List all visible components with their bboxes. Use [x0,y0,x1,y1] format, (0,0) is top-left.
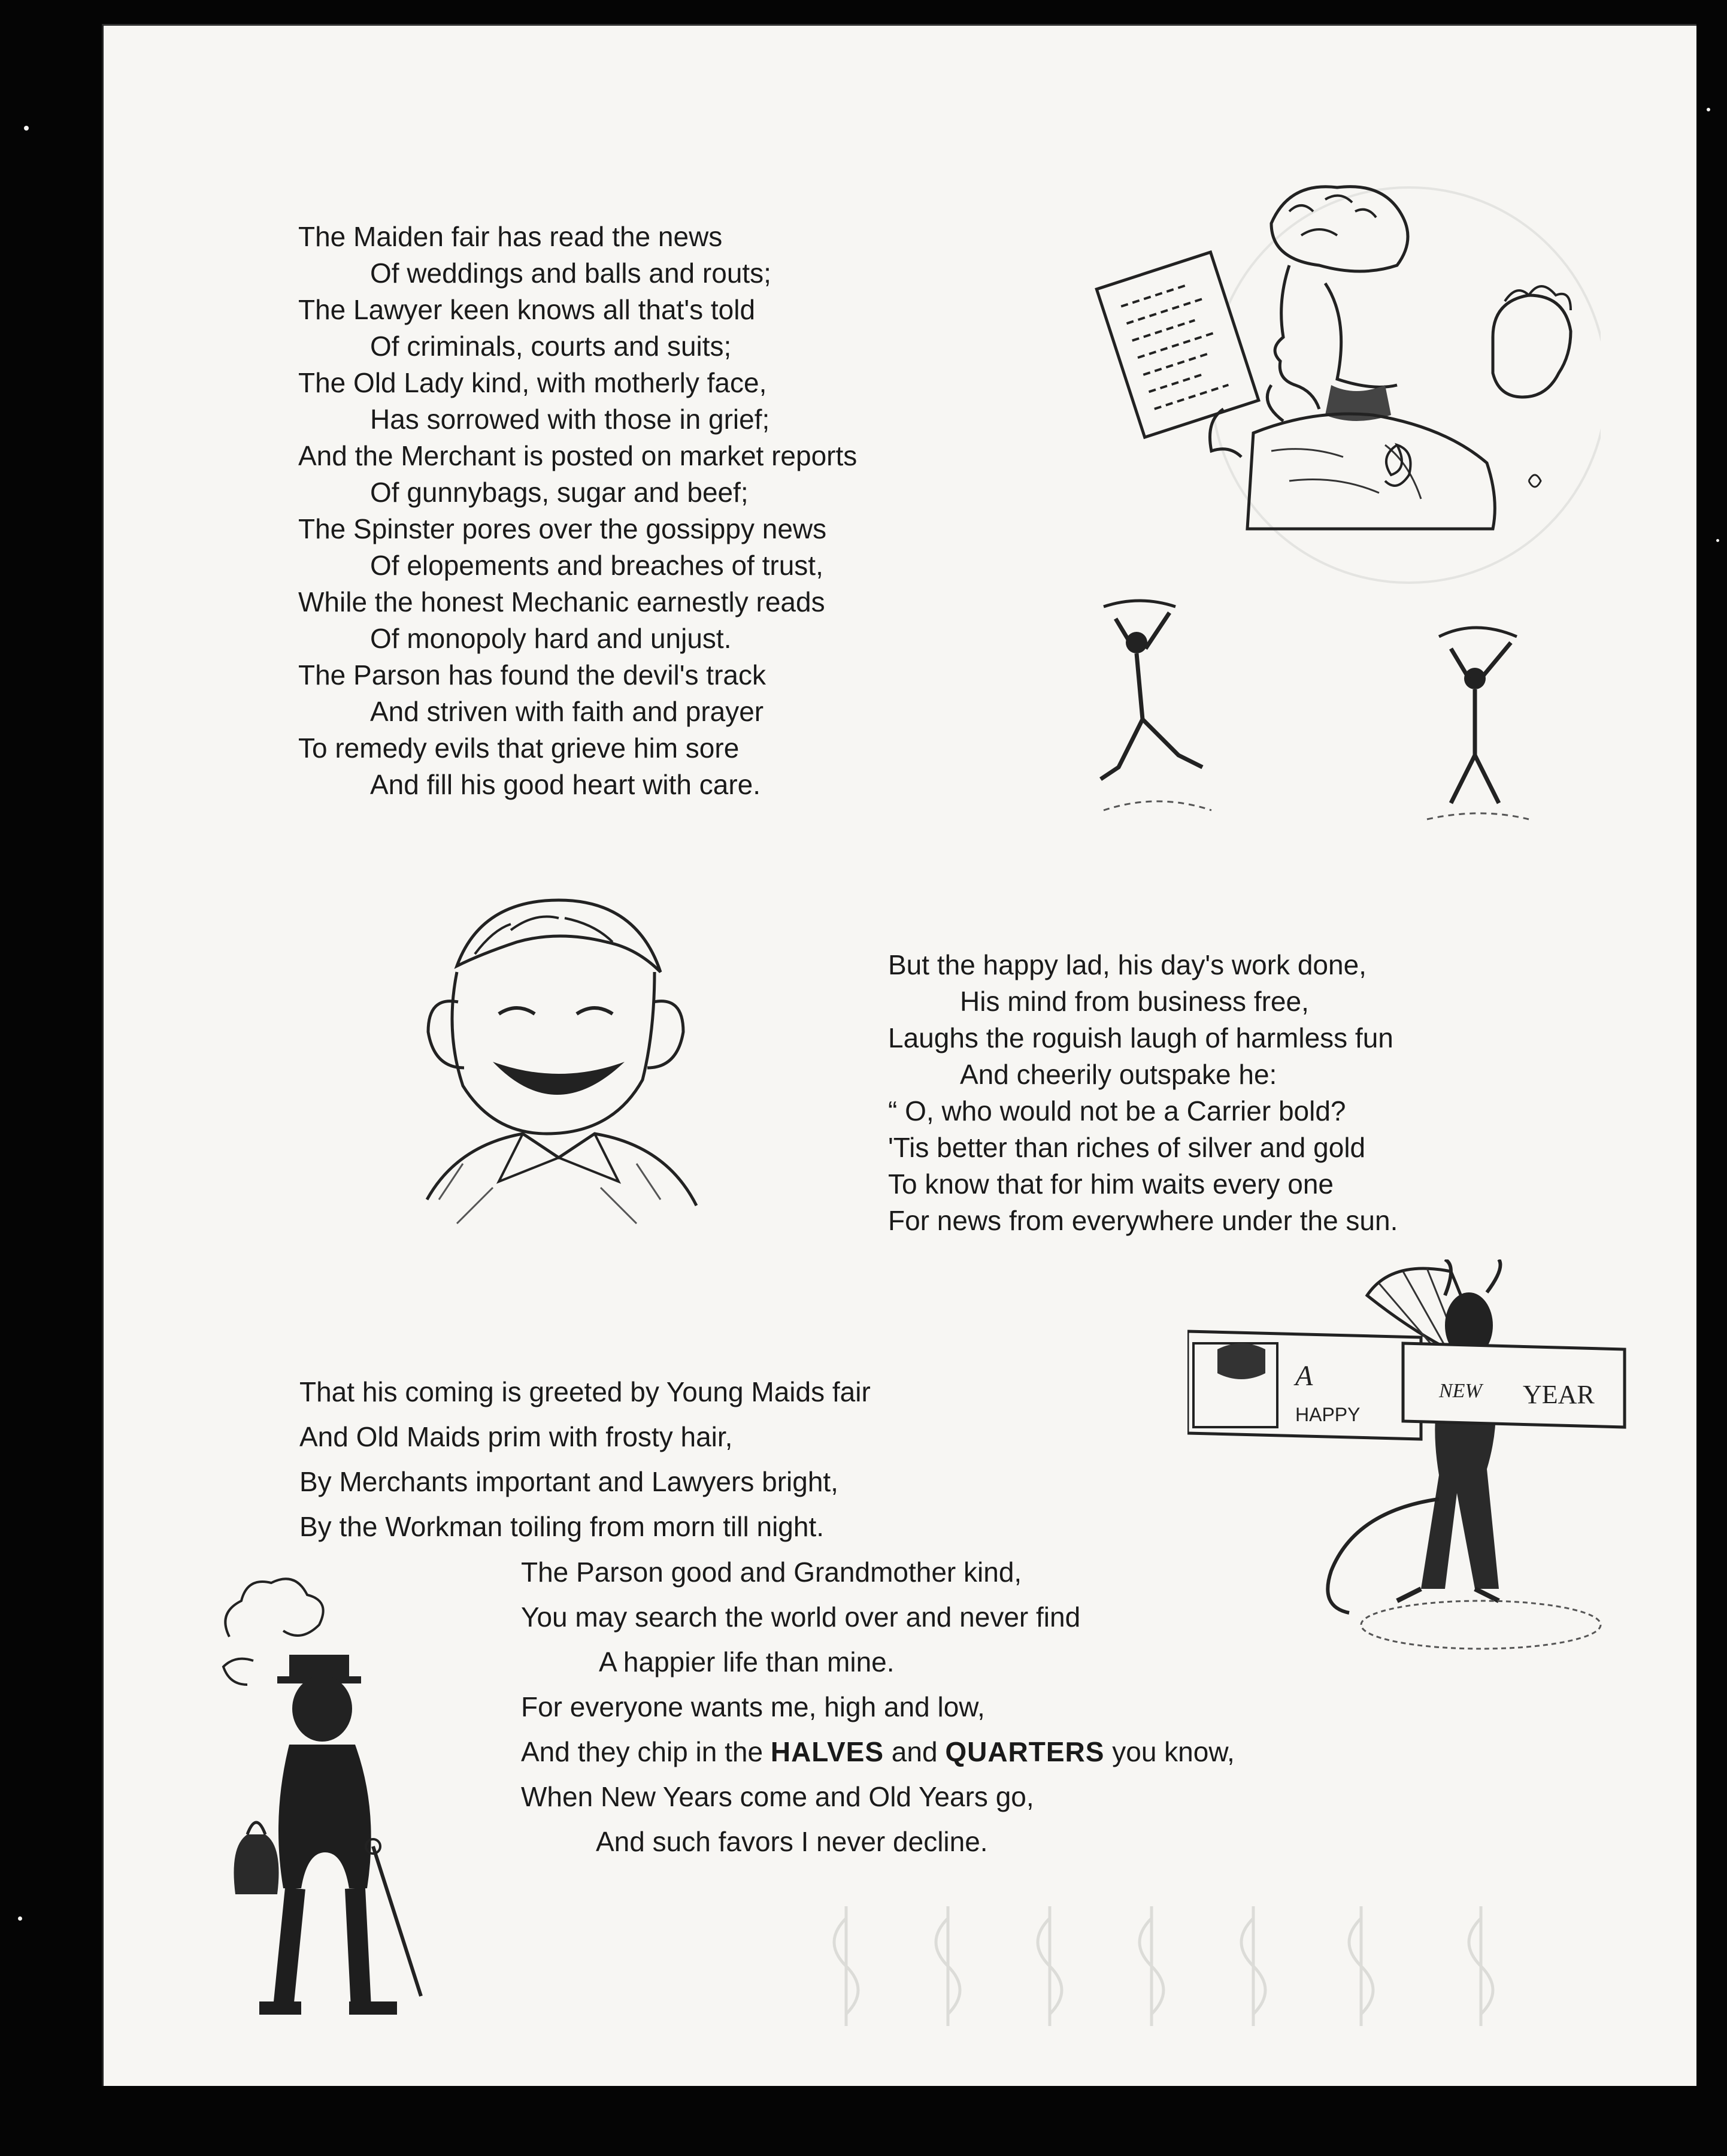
poem-line: And Old Maids prim with frosty hair, [299,1421,733,1452]
smiling-boy-illustration [301,864,792,1259]
poem-line: That his coming is greeted by Young Maids fair [299,1376,871,1407]
poem-line: For news from everywhere under the sun. [888,1205,1398,1236]
poem-line: And the Merchant is posted on market reports [298,440,858,471]
poem-line: Of gunnybags, sugar and beef; [370,477,749,508]
quarters-word: QUARTERS [945,1736,1105,1767]
poem-line: While the honest Mechanic earnestly reads [298,586,825,617]
poem-line: The Maiden fair has read the news [298,221,723,252]
poem-line: Of monopoly hard and unjust. [370,623,732,654]
poem-line: A happier life than mine. [599,1646,895,1677]
poem-stanza-1 [298,219,857,803]
dust-speck [18,1916,22,1921]
banner-word-year: YEAR [1523,1380,1595,1409]
devil-banner-illustration [1187,1259,1678,1679]
poem-line: By the Workman toiling from morn till night. [299,1511,825,1542]
halves-word: HALVES [770,1736,884,1767]
poem-line: Laughs the roguish laugh of harmless fun [888,1022,1393,1053]
poem-line: Of criminals, courts and suits; [370,331,732,362]
poem-line: “ O, who would not be a Carrier bold? [888,1095,1346,1127]
poem-line-money [521,1730,1235,1775]
poem-line: And cheerily outspake he: [960,1059,1277,1090]
poem-line: And fill his good heart with care. [370,769,761,800]
poem-text: And they chip in the [521,1736,771,1767]
poem-line: The Parson good and Grandmother kind, [521,1557,1022,1588]
banner-word-a: A [1295,1360,1313,1392]
poem-stanza-3 [299,1370,871,1549]
poem-line: You may search the world over and never find [521,1601,1081,1633]
poem-line: For everyone wants me, high and low, [521,1691,985,1722]
banner-word-happy: HAPPY [1295,1404,1361,1425]
poem-line: Of elopements and breaches of trust, [370,550,823,581]
poem-line: Has sorrowed with those in grief; [370,404,770,435]
poem-stanza-2 [888,947,1398,1239]
poem-stanza-4 [521,1550,1235,1864]
poem-line: The Lawyer keen knows all that's told [298,294,756,325]
poem-line: 'Tis better than riches of silver and gold [888,1132,1366,1163]
poem-line: When New Years come and Old Years go, [521,1781,1034,1812]
poem-text: you know, [1104,1736,1235,1767]
poem-line: And such favors I never decline. [596,1826,988,1857]
poem-line: And striven with faith and prayer [370,696,764,727]
poem-line: The Spinster pores over the gossippy news [298,513,827,544]
poem-line: By Merchants important and Lawyers bright, [299,1466,838,1497]
poem-text: and [884,1736,946,1767]
poem-line: The Parson has found the devil's track [298,659,766,691]
banner-word-new: NEW [1439,1380,1482,1402]
poem-line: But the happy lad, his day's work done, [888,949,1367,980]
poem-line: To remedy evils that grieve him sore [298,732,740,764]
poem-line: His mind from business free, [960,986,1309,1017]
carrier-man-illustration [157,1565,493,2044]
poem-line: Of weddings and balls and routs; [370,258,771,289]
dust-speck [1716,539,1719,542]
dust-speck [24,126,29,131]
dust-speck [1707,108,1710,111]
newspaper-page [102,24,1696,2086]
woman-reading-illustration [1074,169,1601,601]
faint-dollar-signs [810,1882,1649,2026]
poem-line: The Old Lady kind, with motherly face, [298,367,767,398]
devils-illustration [1092,583,1607,834]
poem-line: To know that for him waits every one [888,1168,1334,1200]
